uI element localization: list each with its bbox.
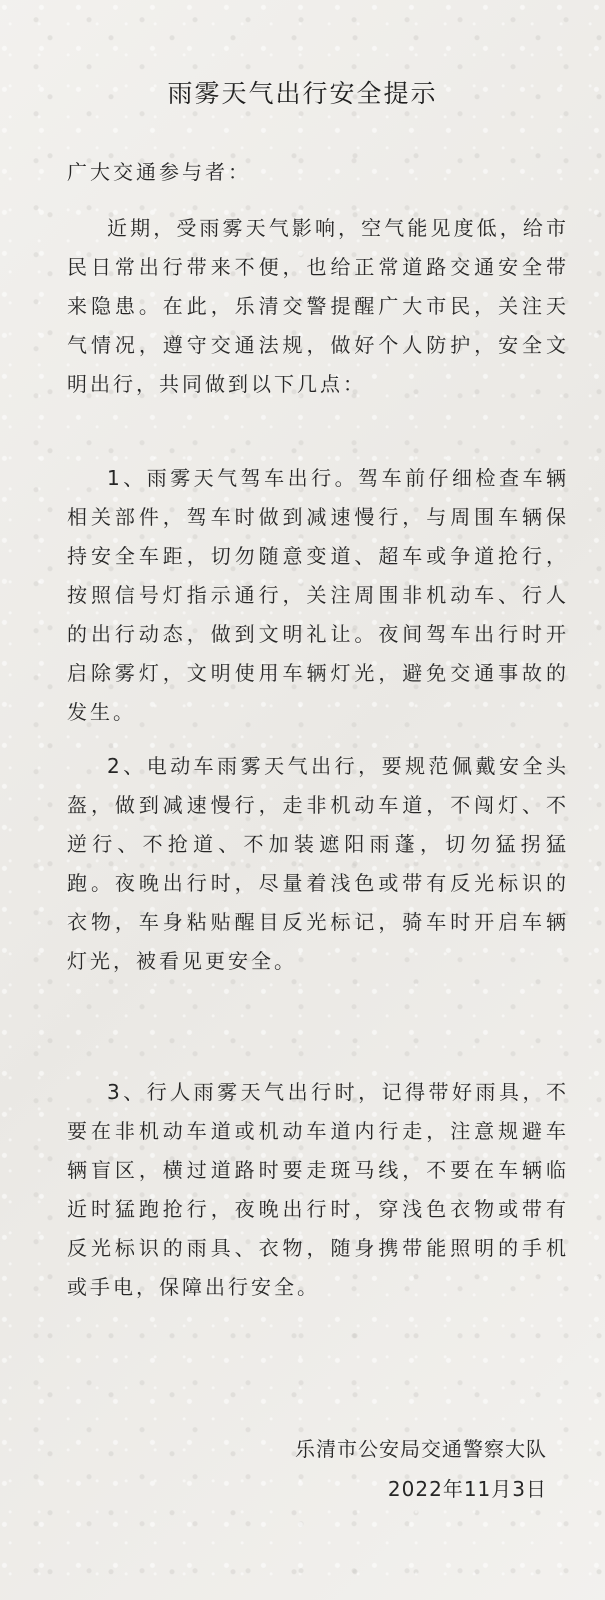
signature-date: 2022年11月3日 (387, 1477, 547, 1501)
document-title: 雨雾天气出行安全提示 (167, 79, 438, 108)
paragraph-pedestrian: 3、行人雨雾天气出行时，记得带好雨具，不要在非机动车道或机动车道内行走，注意规避车辆盲区，横过道路时要走斑马线，不要在车辆临近时猛跑抢行，夜晚出行时，穿浅色衣物或带有反光标识的雨具、衣物，随身携带能照明的手机或手电，保障出行安全。 (67, 1080, 569, 1299)
paragraph-driving: 1、雨雾天气驾车出行。驾车前仔细检查车辆相关部件，驾车时做到减速慢行，与周围车辆保持安全车距，切勿随意变道、超车或争道抢行，按照信号灯指示通行，关注周围非机动车、行人的出行动态，做到文明礼让。夜间驾车出行时开启除雾灯，文明使用车辆灯光，避免交通事故的发生。 (67, 466, 569, 724)
signature-organization: 乐清市公安局交通警察大队 (295, 1437, 547, 1461)
paragraph-electric-bike: 2、电动车雨雾天气出行，要规范佩戴安全头盔，做到减速慢行，走非机动车道，不闯灯、不逆行、不抢道、不加装遮阳雨蓬，切勿猛拐猛跑。夜晚出行时，尽量着浅色或带有反光标识的衣物，车身粘贴醒目反光标记，骑车时开启车辆灯光，被看见更安全。 (67, 754, 569, 973)
paragraph-intro: 近期，受雨雾天气影响，空气能见度低，给市民日常出行带来不便，也给正常道路交通安全带来隐患。在此，乐清交警提醒广大市民，关注天气情况，遵守交通法规，做好个人防护，安全文明出行，共同做到以下几点： (67, 216, 569, 396)
salutation: 广大交通参与者： (67, 160, 251, 184)
signature-block (295, 1429, 547, 1509)
